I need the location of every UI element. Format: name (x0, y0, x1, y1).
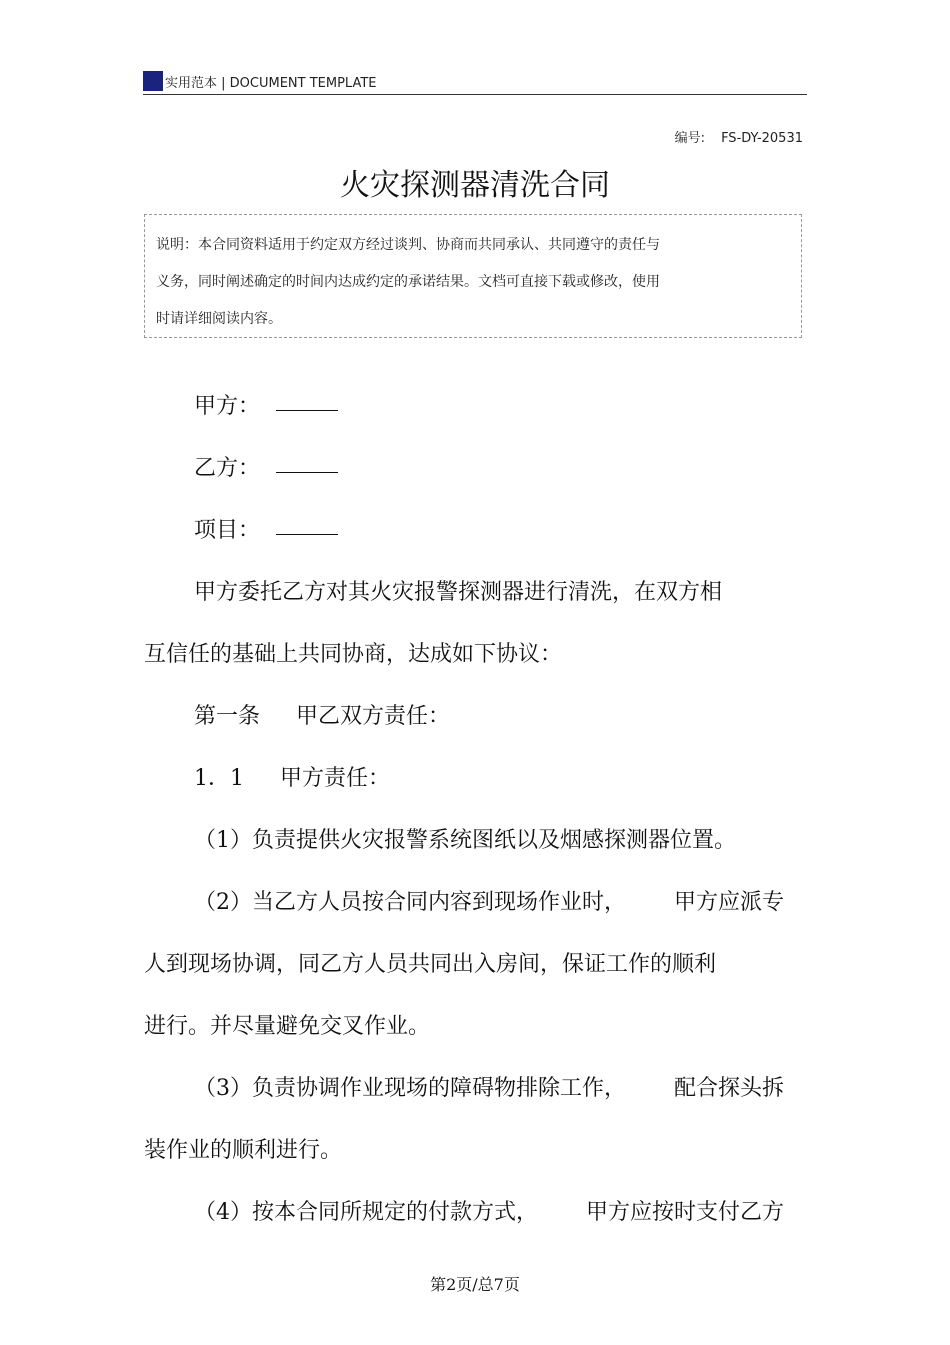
article-number: 第一条 (194, 704, 261, 729)
list-item (144, 1182, 794, 1244)
description-box (144, 214, 802, 338)
page-header (143, 68, 807, 95)
party-a-field (144, 376, 794, 438)
list-item (144, 1058, 794, 1120)
list-item: （1）负责提供火灾报警系统图纸以及烟感探测器位置。 (194, 828, 736, 853)
article-title: 甲乙双方责任： (296, 704, 451, 729)
list-item-text: 甲方应按时支付乙方 (586, 1200, 785, 1225)
document-title: 火灾探测器清洗合同 (340, 168, 610, 203)
list-item-text: 配合探头拆 (674, 1076, 785, 1101)
article-heading (144, 686, 794, 748)
list-item (144, 872, 794, 934)
section-heading (144, 748, 794, 810)
description-line: 说明：本合同资料适用于约定双方经过谈判、协商而共同承认、共同遵守的责任与 (156, 237, 660, 253)
contract-body (144, 376, 794, 1244)
header-label: 实用范本 | DOCUMENT TEMPLATE (165, 76, 377, 91)
paragraph: 甲方委托乙方对其火灾报警探测器进行清洗，在双方相 (194, 580, 723, 605)
party-a-label: 甲方： (194, 394, 261, 419)
template-logo-square (143, 71, 163, 91)
list-item-text: （3）负责协调作业现场的障碍物排除工作， (194, 1076, 626, 1101)
document-number (675, 127, 803, 146)
list-item-text: （4）按本合同所规定的付款方式， (194, 1200, 538, 1225)
paragraph: 互信任的基础上共同协商，达成如下协议： (144, 642, 563, 667)
list-item-text: （2）当乙方人员按合同内容到现场作业时， (194, 890, 626, 915)
description-line: 义务，同时阐述确定的时间内达成约定的承诺结果。文档可直接下载或修改，使用 (156, 274, 660, 290)
section-number: 1．1 (194, 766, 244, 791)
party-b-field (144, 438, 794, 500)
document-number-value: FS-DY-20531 (721, 131, 803, 146)
paragraph: 进行。并尽量避免交叉作业。 (144, 1014, 431, 1039)
list-item-text: 甲方应派专 (674, 890, 785, 915)
project-field (144, 500, 794, 562)
party-b-label: 乙方： (194, 456, 261, 481)
party-a-blank (276, 394, 338, 411)
project-blank (276, 518, 338, 535)
paragraph: 装作业的顺利进行。 (144, 1138, 343, 1163)
page-footer: 第2页/总7页 (430, 1275, 520, 1294)
paragraph: 人到现场协调，同乙方人员共同出入房间，保证工作的顺利 (144, 952, 717, 977)
document-number-label: 编号: (674, 131, 706, 146)
section-title: 甲方责任： (280, 766, 391, 791)
party-b-blank (276, 456, 338, 473)
project-label: 项目： (194, 518, 261, 543)
description-line: 时请详细阅读内容。 (156, 311, 282, 327)
